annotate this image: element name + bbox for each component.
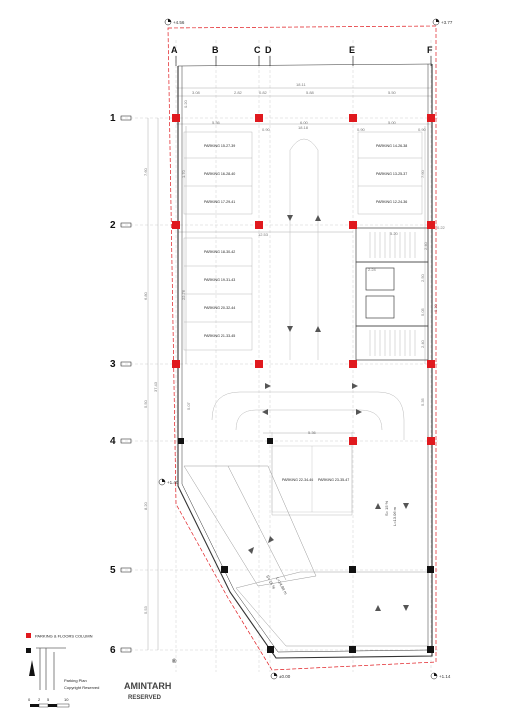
dim-right: 2.40 (420, 340, 425, 348)
parking-label: PARKING 12-24-36 (376, 200, 408, 204)
axis-number: 5 (110, 565, 116, 576)
axis-letter: D (265, 45, 272, 55)
axis-letter: F (427, 45, 433, 55)
scale-tick: 5 (47, 697, 50, 702)
ramp-slope-b-length: L=13.06 m (392, 506, 397, 526)
dim-top-seg: 5.50 (388, 90, 396, 95)
logo-icon (36, 648, 66, 690)
level-marker (271, 673, 291, 679)
parking-label: PARKING 21-33-45 (204, 334, 236, 338)
legend-swatch (26, 633, 31, 638)
parking-labels (204, 144, 407, 482)
ramp-slope-a: S= 15 % (265, 574, 277, 590)
stair-treads-bottom (370, 330, 415, 356)
dim-inner-left: 22.76 (181, 289, 186, 300)
dim-left: 8.20 (143, 502, 148, 510)
dim-left: 5.53 (143, 606, 148, 614)
dim-row1: 6.00 (300, 120, 308, 125)
dim-stair-a: 5.20 (390, 231, 398, 236)
dim-right: 2.40 (423, 242, 428, 250)
parking-label: PARKING 19-31-43 (204, 278, 236, 282)
dim-row1-sub: 0.90 (357, 127, 365, 132)
scale-tick: 2 (38, 697, 41, 702)
axis-number: 1 (110, 113, 116, 124)
parking-label: PARKING 20-32-44 (204, 306, 236, 310)
dim-top-seg: 0.82 (259, 90, 267, 95)
dim-overall-width: 18.11 (296, 82, 306, 87)
ramp-slope-b: S= 15 % (384, 500, 389, 516)
dim-inner-left: 1.70 (181, 170, 186, 178)
axis-number: 6 (110, 645, 116, 656)
traffic-arrows (248, 215, 409, 611)
parking-label: PARKING 14-26-38 (376, 144, 408, 148)
dim-overall-height: 37.43 (153, 381, 158, 392)
level-value: ±0.00 (279, 674, 291, 679)
dim-row1-sub: 0.90 (262, 127, 270, 132)
diagonal-ramp (184, 466, 428, 646)
dim-core-width: 5.36 (308, 430, 316, 435)
dim-stair-b: 2.24 (368, 267, 376, 272)
level-marker (165, 19, 185, 25)
legend-text: PARKING & FLOORS COLUMN (35, 633, 93, 639)
scale-tick: 0 (28, 697, 31, 702)
dim-row1: 5.36 (212, 120, 220, 125)
logo-registered: ® (172, 659, 177, 665)
dim-left: 5.50 (143, 400, 148, 408)
dim-left: 6.80 (143, 292, 148, 300)
grid-axis-number-ticks (121, 116, 131, 652)
level-marker (159, 479, 179, 485)
axis-number: 3 (110, 359, 116, 370)
dim-row1-sub: 18.18 (298, 125, 309, 130)
dim-right: 5.35 (420, 398, 425, 406)
dim-ramp-width: 12.53 (258, 232, 269, 237)
level-value: +4.56 (173, 20, 185, 25)
dim-row1-sub: 0.90 (418, 127, 426, 132)
parking-label: PARKING 23-35-47 (318, 478, 350, 482)
legend-swatch-black (26, 648, 31, 653)
dim-top-seg: 5.88 (306, 90, 314, 95)
axis-letter: B (212, 45, 219, 55)
parking-label: PARKING 15-27-39 (204, 144, 236, 148)
grid-axis-letters (171, 45, 433, 55)
scale-tick: 10 (64, 697, 69, 702)
scale-bar (28, 697, 69, 707)
level-value: +3.77 (441, 20, 453, 25)
level-value: +1.40 (167, 480, 179, 485)
title-reserved: RESERVED (128, 695, 161, 701)
stair-core (356, 228, 428, 360)
dim-left: 0.20 (183, 100, 188, 108)
parking-label: PARKING 13-25-37 (376, 172, 408, 176)
black-columns (178, 438, 434, 653)
grid-axis-numbers (110, 113, 116, 656)
parking-label: PARKING 18-30-42 (204, 250, 236, 254)
dim-row1: 5.00 (388, 120, 396, 125)
axis-letter: C (254, 45, 261, 55)
dim-top-seg: 3.08 (192, 90, 200, 95)
axis-letter: E (349, 45, 356, 55)
dim-right: 2.50 (420, 274, 425, 282)
legend (26, 633, 93, 653)
logo-text: AMINTARH (124, 681, 172, 691)
dim-inner-left: 5.07 (186, 402, 191, 410)
dimension-texts (143, 82, 446, 614)
parking-stalls-left (184, 132, 252, 350)
central-driveway (212, 139, 404, 515)
dim-right: 5.05 (420, 308, 425, 316)
dim-right: 0.30 (433, 304, 438, 312)
north-arrow-icon (29, 660, 35, 676)
level-marker (431, 673, 451, 679)
dim-left: 7.60 (143, 168, 148, 176)
axis-number: 2 (110, 220, 116, 231)
axis-number: 4 (110, 436, 116, 447)
title-block (36, 648, 177, 701)
level-marker (433, 19, 453, 25)
parking-label: PARKING 22-34-46 (282, 478, 314, 482)
level-value: +1.14 (439, 674, 451, 679)
title-sub2: Copyright Reserved (64, 685, 100, 690)
axis-letter: A (171, 45, 178, 55)
dim-stair-c: 0.22 (437, 225, 445, 230)
title-sub1: Parking Plan (64, 678, 87, 683)
parking-label: PARKING 16-28-40 (204, 172, 236, 176)
dim-right: 7.60 (420, 170, 425, 178)
ramp-slope-a-length: L=14.84 m (275, 576, 289, 596)
dim-top-seg: 2.82 (234, 90, 242, 95)
parking-label: PARKING 17-29-41 (204, 200, 236, 204)
